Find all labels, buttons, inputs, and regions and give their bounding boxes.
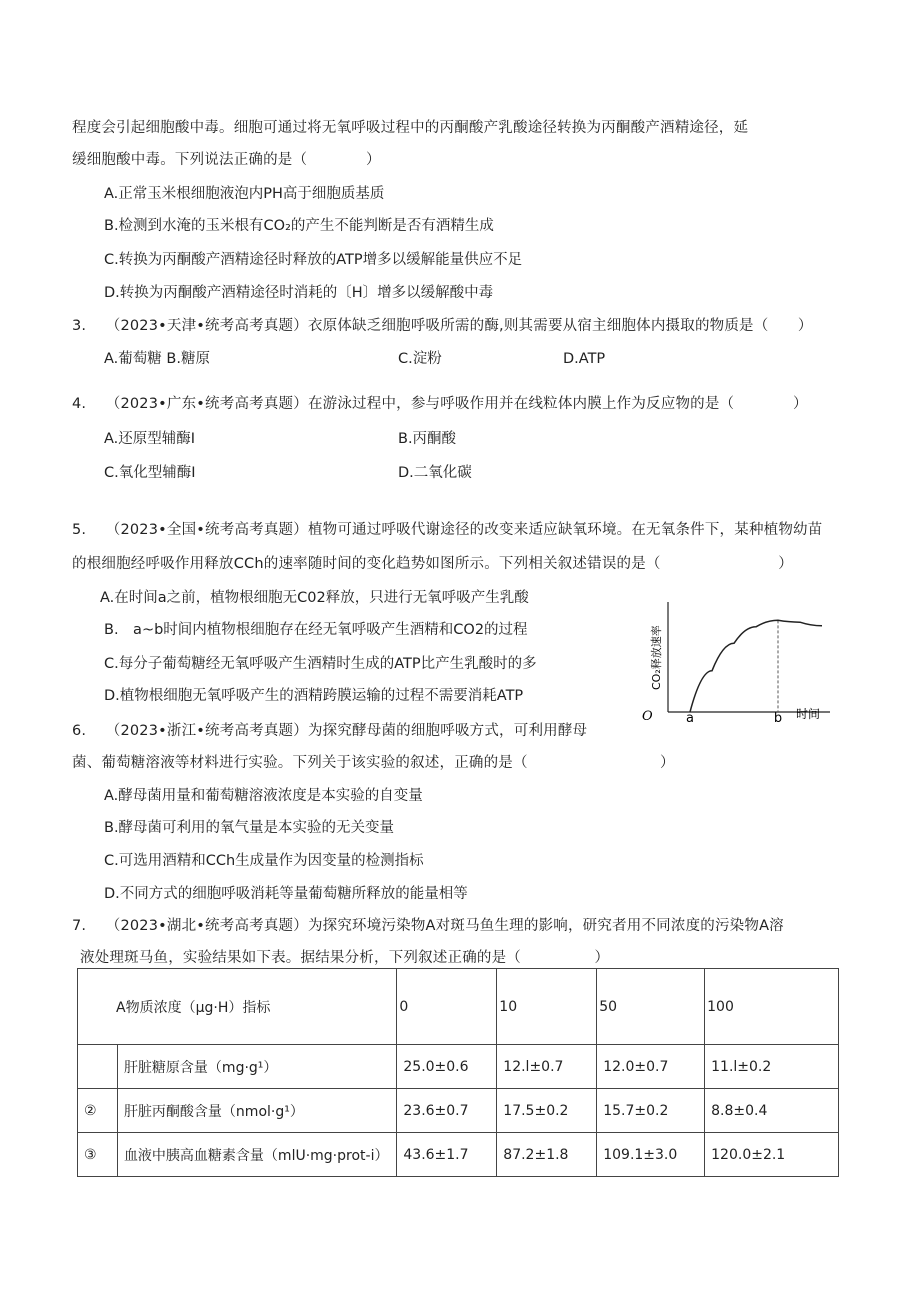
row-value: 12.l±0.7 (497, 1045, 597, 1089)
row-label: 血液中胰高血糖素含量（mlU·mg·prot-i） (117, 1133, 396, 1177)
intro-line-2: 缓细胞酸中毒。下列说法正确的是（ ） (72, 152, 381, 168)
row-value: 25.0±0.6 (397, 1045, 497, 1089)
x-mark-a: a (686, 711, 694, 722)
row-index (78, 1045, 118, 1089)
row-value: 120.0±2.1 (705, 1133, 839, 1177)
row-value: 43.6±1.7 (397, 1133, 497, 1177)
header-col-100: 100 (705, 969, 839, 1045)
row-value: 17.5±0.2 (497, 1089, 597, 1133)
q3-option-c: C.淀粉 (398, 351, 442, 367)
q6-option-b: B.酵母菌可利用的氧气量是本实验的无关变量 (104, 820, 395, 836)
y-axis-label: CO₂释放速率 (650, 625, 663, 690)
row-value: 15.7±0.2 (597, 1089, 705, 1133)
q2-option-c: C.转换为丙酮酸产酒精途径时释放的ATP增多以缓解能量供应不足 (104, 252, 523, 268)
q7-stem-1: 7. （2023•湖北•统考高考真题）为探究环境污染物A对斑马鱼生理的影响，研究者用不同浓度的污染物A溶 (72, 918, 784, 934)
q4-option-a: A.还原型辅酶I (104, 431, 196, 447)
q4-stem: 4. （2023•广东•统考高考真题）在游泳过程中，参与呼吸作用并在线粒体内膜上作为反应物的是（ ） (72, 396, 808, 412)
q2-option-b: B.检测到水淹的玉米根有CO₂的产生不能判断是否有酒精生成 (104, 218, 494, 234)
q6-option-d: D.不同方式的细胞呼吸消耗等量葡萄糖所释放的能量相等 (104, 886, 468, 902)
row-value: 23.6±0.7 (397, 1089, 497, 1133)
co2-release-chart (640, 596, 840, 722)
table-row (78, 1133, 839, 1177)
q7-stem-2: 液处理斑马鱼，实验结果如下表。据结果分析，下列叙述正确的是（ ） (80, 950, 610, 966)
q2-option-a: A.正常玉米根细胞液泡内PH高于细胞质基质 (104, 186, 385, 202)
q3-option-ab: A.葡萄糖 B.糖原 (104, 351, 210, 367)
q3-option-d: D.ATP (563, 351, 606, 367)
row-label: 肝脏丙酮酸含量（nmol·g¹） (117, 1089, 396, 1133)
header-col-50: 50 (597, 969, 705, 1045)
q6-stem-1: 6. （2023•浙江•统考高考真题）为探究酵母菌的细胞呼吸方式，可利用酵母 (72, 723, 588, 739)
row-value: 11.l±0.2 (705, 1045, 839, 1089)
row-label: 肝脏糖原含量（mg·g¹） (117, 1045, 396, 1089)
origin-label: O (642, 709, 653, 722)
header-col-0: 0 (397, 969, 497, 1045)
q3-stem: 3. （2023•天津•统考高考真题）衣原体缺乏细胞呼吸所需的酶,则其需要从宿主细胞体内摄取的物质是（ ） (72, 318, 813, 334)
co2-rate-curve (690, 620, 822, 712)
header-col-10: 10 (497, 969, 597, 1045)
row-value: 87.2±1.8 (497, 1133, 597, 1177)
q6-option-a: A.酵母菌用量和葡萄糖溶液浓度是本实验的自变量 (104, 788, 423, 804)
row-index: ③ (78, 1133, 118, 1177)
intro-line-1: 程度会引起细胞酸中毒。细胞可通过将无氧呼吸过程中的丙酮酸产乳酸途径转换为丙酮酸产酒精途径，延 (72, 120, 749, 136)
x-axis-label: 时间 (796, 707, 821, 721)
table-header-row (78, 969, 839, 1045)
results-table (77, 968, 839, 1177)
q5-stem-2: 的根细胞经呼吸作用释放CCh的速率随时间的变化趋势如图所示。下列相关叙述错误的是（ ） (72, 556, 793, 572)
q6-stem-2: 菌、葡萄糖溶液等材料进行实验。下列关于该实验的叙述，正确的是（ ） (72, 755, 675, 771)
q5-stem-1: 5. （2023•全国•统考高考真题）植物可通过呼吸代谢途径的改变来适应缺氧环境。在无氧条件下，某种植物幼苗 (72, 522, 823, 538)
q5-option-c: C.每分子葡萄糖经无氧呼吸产生酒精时生成的ATP比产生乳酸时的多 (104, 656, 537, 672)
header-label-cell: A物质浓度（μg·H）指标 (78, 969, 397, 1045)
table-row (78, 1045, 839, 1089)
q5-option-b: B. a~b时间内植物根细胞存在经无氧呼吸产生酒精和CO2的过程 (104, 622, 528, 638)
q6-option-c: C.可选用酒精和CCh生成量作为因变量的检测指标 (104, 853, 424, 869)
q4-option-d: D.二氧化碳 (398, 465, 472, 481)
row-value: 109.1±3.0 (597, 1133, 705, 1177)
q4-option-c: C.氧化型辅酶I (104, 465, 196, 481)
row-value: 12.0±0.7 (597, 1045, 705, 1089)
x-mark-b: b (773, 711, 783, 722)
table-row (78, 1089, 839, 1133)
q4-option-b: B.丙酮酸 (398, 431, 457, 447)
q2-option-d: D.转换为丙酮酸产酒精途径时消耗的〔H〕增多以缓解酸中毒 (104, 285, 494, 301)
q5-option-d: D.植物根细胞无氧呼吸产生的酒精跨膜运输的过程不需要消耗ATP (104, 688, 524, 704)
q5-option-a: A.在时间a之前，植物根细胞无C02释放，只进行无氧呼吸产生乳酸 (100, 590, 529, 606)
row-index: ② (78, 1089, 118, 1133)
row-value: 8.8±0.4 (705, 1089, 839, 1133)
